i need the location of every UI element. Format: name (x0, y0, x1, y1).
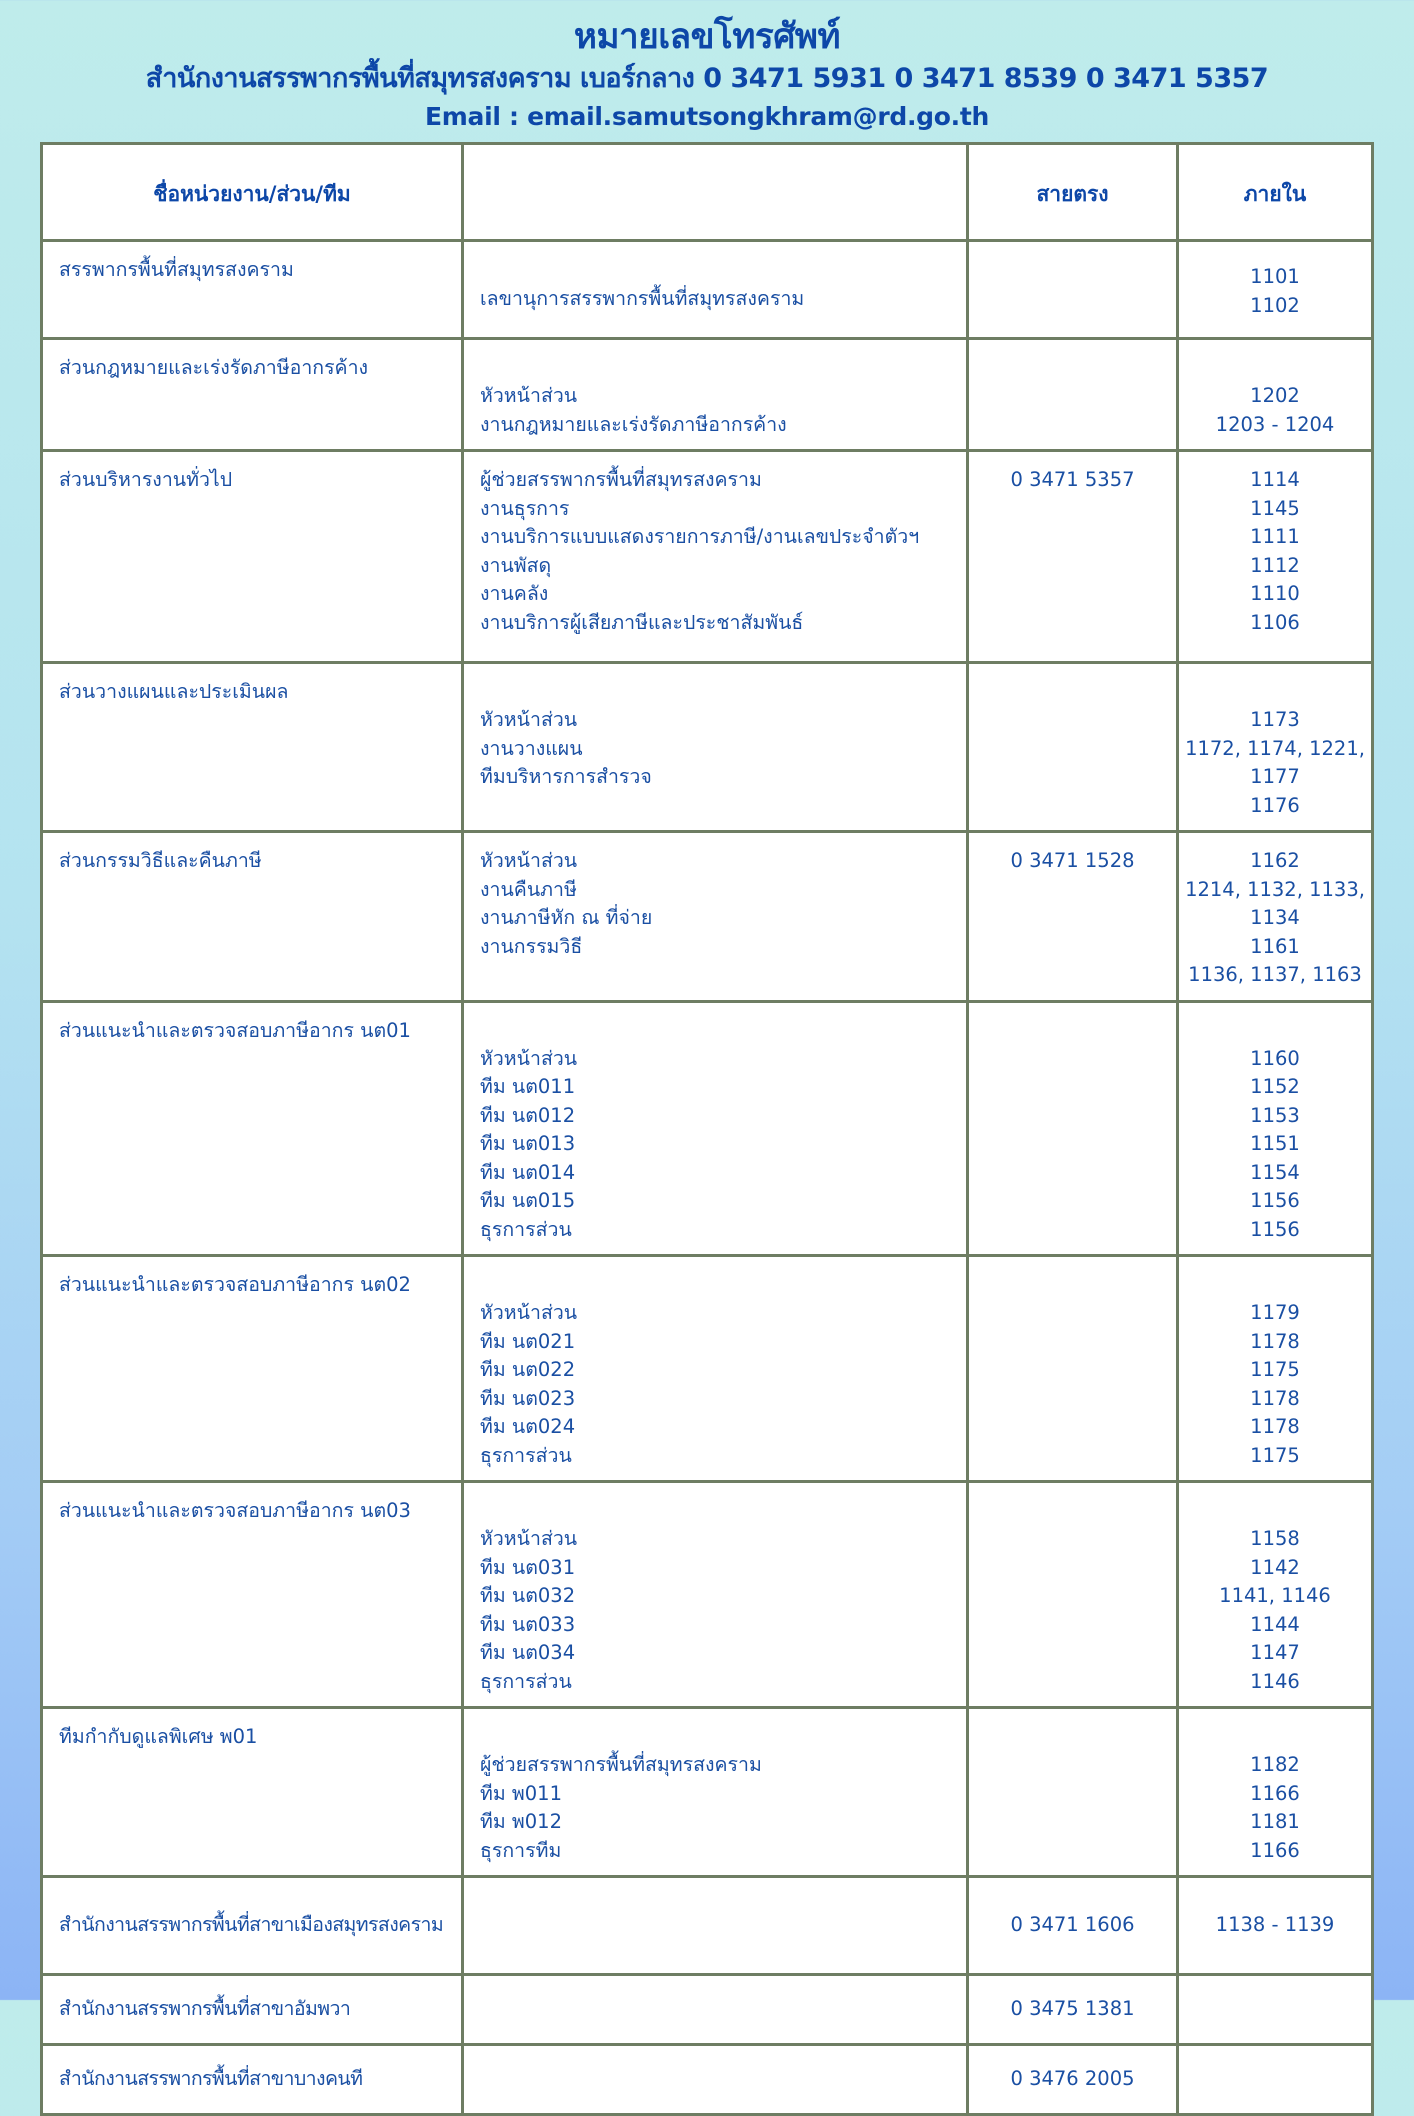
direct-line-cell (968, 339, 1178, 451)
section-item: ทีม นต022 (480, 1358, 576, 1381)
table-row (42, 663, 1373, 832)
unit-name-cell (42, 339, 463, 451)
direct-line-cell (968, 2045, 1178, 2115)
unit-name: ทีมกำกับดูแลพิเศษ พ01 (59, 1725, 258, 1748)
section-item: ธุรการส่วน (480, 1443, 572, 1467)
direct-line-cell (968, 241, 1178, 339)
extension-number: 1214, 1132, 1133, 1134 (1185, 877, 1365, 929)
column-header-section (463, 144, 968, 241)
section-item: ทีม นต011 (480, 1075, 576, 1098)
page-title: หมายเลขโทรศัพท์ (573, 17, 841, 57)
section-list-cell (463, 663, 968, 832)
unit-name-cell (42, 1975, 463, 2045)
internal-extension-cell (1178, 663, 1373, 832)
office-phone-line: สำนักงานสรรพากรพื้นที่สมุทรสงคราม เบอร์กลาง 0 3471 5931 0 3471 8539 0 3471 5357 (145, 63, 1269, 94)
section-item: ทีม นต032 (480, 1584, 576, 1607)
unit-name-cell (42, 1708, 463, 1877)
extension-number: 1106 (1250, 610, 1300, 634)
extension-number: 1179 (1250, 1301, 1300, 1324)
section-item: ทีม นต015 (480, 1189, 576, 1212)
extension-number: 1102 (1250, 293, 1300, 317)
direct-line-cell (968, 1975, 1178, 2045)
extension-number: 1141, 1146 (1219, 1584, 1331, 1607)
internal-extension-cell (1178, 832, 1373, 1002)
unit-name-cell (42, 1482, 463, 1708)
section-item: งานคืนภาษี (480, 877, 577, 901)
direct-number: 0 3475 1381 (1010, 1997, 1135, 2021)
office-email: Email : email.samutsongkhram@rd.go.th (425, 102, 989, 131)
extension-number: 1146 (1250, 1669, 1300, 1693)
extension-number: 1182 (1250, 1753, 1300, 1776)
section-list-cell (463, 2045, 968, 2115)
extension-number: 1156 (1250, 1189, 1300, 1212)
extension-number: 1114 (1250, 468, 1300, 491)
direct-line-cell (968, 451, 1178, 663)
section-item: ทีมบริหารการสำรวจ (480, 765, 652, 788)
extension-number: 1162 (1250, 849, 1300, 872)
section-item: ผู้ช่วยสรรพากรพื้นที่สมุทรสงคราม (480, 468, 762, 491)
unit-name-cell (42, 832, 463, 1002)
extension-number: 1156 (1250, 1217, 1300, 1241)
section-item: ทีม นต024 (480, 1415, 576, 1438)
section-item: งานบริการผู้เสียภาษีและประชาสัมพันธ์ (480, 610, 804, 634)
extension-number: 1101 (1250, 265, 1300, 288)
extension-number: 1161 (1250, 934, 1300, 958)
direct-line-cell (968, 663, 1178, 832)
table-row (42, 1877, 1373, 1975)
internal-extension-cell (1178, 1708, 1373, 1877)
unit-name-cell (42, 2045, 463, 2115)
unit-name: สรรพากรพื้นที่สมุทรสงคราม (59, 258, 294, 281)
section-item: ทีม นต021 (480, 1329, 576, 1353)
extension-number: 1153 (1250, 1103, 1300, 1127)
section-item: ธุรการส่วน (480, 1217, 572, 1241)
direct-line-cell (968, 1708, 1178, 1877)
section-item: งานกฎหมายและเร่งรัดภาษีอากรค้าง (480, 412, 787, 436)
internal-extension-cell (1178, 1482, 1373, 1708)
table-row (42, 451, 1373, 663)
internal-extension-cell (1178, 1256, 1373, 1482)
direct-line-cell (968, 832, 1178, 1002)
unit-name: ส่วนกรรมวิธีและคืนภาษี (59, 849, 262, 872)
internal-extension-cell (1178, 1877, 1373, 1975)
section-item: หัวหน้าส่วน (480, 384, 578, 407)
section-list-cell (463, 832, 968, 1002)
section-item: หัวหน้าส่วน (480, 1046, 578, 1070)
extension-number: 1160 (1250, 1046, 1300, 1070)
unit-name: ส่วนแนะนำและตรวจสอบภาษีอากร นต01 (59, 1018, 411, 1042)
extension-number: 1166 (1250, 1838, 1300, 1862)
section-item: ทีม พ012 (480, 1810, 562, 1833)
table-row (42, 1708, 1373, 1877)
table-row (42, 832, 1373, 1002)
unit-name: สำนักงานสรรพากรพื้นที่สาขาอัมพวา (59, 1997, 351, 2021)
column-header-unit: ชื่อหน่วยงาน/ส่วน/ทีม (42, 144, 463, 241)
extension-number: 1151 (1250, 1132, 1300, 1155)
table-row (42, 1001, 1373, 1256)
table-row (42, 1482, 1373, 1708)
extension-number: 1144 (1250, 1612, 1300, 1636)
extension-number: 1176 (1250, 793, 1300, 817)
internal-extension-cell (1178, 451, 1373, 663)
extension-number: 1147 (1250, 1641, 1300, 1664)
extension-number: 1166 (1250, 1781, 1300, 1805)
column-header-internal: ภายใน (1178, 144, 1373, 241)
table-row (42, 1256, 1373, 1482)
extension-number: 1145 (1250, 496, 1300, 520)
direct-number: 0 3471 5357 (1010, 468, 1135, 491)
extension-number: 1142 (1250, 1555, 1300, 1579)
unit-name-cell (42, 663, 463, 832)
extension-number: 1138 - 1139 (1215, 1913, 1335, 1937)
internal-extension-cell (1178, 1975, 1373, 2045)
internal-extension-cell (1178, 1001, 1373, 1256)
column-header-direct: สายตรง (968, 144, 1178, 241)
direct-number: 0 3476 2005 (1010, 2067, 1135, 2091)
extension-number: 1111 (1250, 525, 1300, 548)
section-item: ธุรการทีม (480, 1838, 562, 1862)
extension-number: 1112 (1250, 553, 1300, 577)
extension-number: 1178 (1250, 1329, 1300, 1353)
internal-extension-cell (1178, 2045, 1373, 2115)
section-item: งานบริการแบบแสดงรายการภาษี/งานเลขประจำตัวฯ (480, 525, 920, 548)
unit-name: ส่วนกฎหมายและเร่งรัดภาษีอากรค้าง (59, 356, 369, 379)
section-list-cell (463, 1001, 968, 1256)
internal-extension-cell (1178, 339, 1373, 451)
extension-number: 1178 (1250, 1386, 1300, 1410)
extension-number: 1158 (1250, 1527, 1300, 1550)
extension-number: 1175 (1250, 1443, 1300, 1467)
section-item: งานธุรการ (480, 496, 570, 520)
section-item: ธุรการส่วน (480, 1669, 572, 1693)
direct-line-cell (968, 1877, 1178, 1975)
section-list-cell (463, 451, 968, 663)
section-item: งานพัสดุ (480, 553, 552, 577)
extension-number: 1110 (1250, 582, 1300, 605)
section-item: งานวางแผน (480, 736, 583, 760)
extension-number: 1172, 1174, 1221, 1177 (1185, 736, 1365, 788)
section-item: หัวหน้าส่วน (480, 708, 578, 731)
section-item: ทีม นต023 (480, 1386, 576, 1410)
section-list-cell (463, 1975, 968, 2045)
unit-name-cell (42, 451, 463, 663)
table-header-row (42, 144, 1373, 241)
extension-number: 1203 - 1204 (1215, 412, 1335, 436)
extension-number: 1178 (1250, 1415, 1300, 1438)
direct-line-cell (968, 1256, 1178, 1482)
direct-number: 0 3471 1528 (1010, 849, 1135, 872)
extension-number: 1136, 1137, 1163 (1188, 963, 1362, 986)
unit-name: สำนักงานสรรพากรพื้นที่สาขาบางคนที (59, 2067, 363, 2091)
section-item: หัวหน้าส่วน (480, 1527, 578, 1550)
direct-line-cell (968, 1001, 1178, 1256)
section-list-cell (463, 241, 968, 339)
section-item: ทีม นต033 (480, 1612, 576, 1636)
section-item: ทีม นต013 (480, 1132, 576, 1155)
section-item: งานกรรมวิธี (480, 934, 583, 958)
direct-line-cell (968, 1482, 1178, 1708)
unit-name: สำนักงานสรรพากรพื้นที่สาขาเมืองสมุทรสงคราม (59, 1913, 444, 1937)
section-list-cell (463, 1708, 968, 1877)
section-list-cell (463, 1482, 968, 1708)
section-item: ทีม นต014 (480, 1160, 576, 1184)
unit-name-cell (42, 1877, 463, 1975)
section-list-cell (463, 339, 968, 451)
unit-name-cell (42, 1001, 463, 1256)
section-list-cell (463, 1256, 968, 1482)
extension-number: 1175 (1250, 1358, 1300, 1381)
section-item: ทีม นต034 (480, 1641, 576, 1664)
extension-number: 1154 (1250, 1160, 1300, 1184)
section-item: หัวหน้าส่วน (480, 849, 578, 872)
unit-name: ส่วนแนะนำและตรวจสอบภาษีอากร นต03 (59, 1499, 411, 1522)
phone-directory-table (40, 142, 1374, 2116)
unit-name: ส่วนแนะนำและตรวจสอบภาษีอากร นต02 (59, 1273, 411, 1296)
section-item: ผู้ช่วยสรรพากรพื้นที่สมุทรสงคราม (480, 1753, 762, 1776)
section-item: เลขานุการสรรพากรพื้นที่สมุทรสงคราม (480, 286, 805, 310)
section-item: ทีม พ011 (480, 1781, 562, 1805)
section-item: งานภาษีหัก ณ ที่จ่าย (480, 906, 653, 929)
internal-extension-cell (1178, 241, 1373, 339)
table-row (42, 2045, 1373, 2115)
page-header (0, 0, 1414, 136)
direct-number: 0 3471 1606 (1010, 1913, 1135, 1937)
section-item (480, 256, 950, 285)
section-item: ทีม นต012 (480, 1103, 576, 1127)
extension-number: 1173 (1250, 708, 1300, 731)
table-row (42, 339, 1373, 451)
unit-name: ส่วนบริหารงานทั่วไป (59, 468, 233, 491)
unit-name: ส่วนวางแผนและประเมินผล (59, 680, 289, 703)
section-item: งานคลัง (480, 582, 549, 605)
table-row (42, 241, 1373, 339)
table-body (42, 241, 1373, 2115)
section-item: หัวหน้าส่วน (480, 1301, 578, 1324)
section-item: ทีม นต031 (480, 1555, 576, 1579)
extension-number: 1202 (1250, 384, 1300, 407)
table-row (42, 1975, 1373, 2045)
section-list-cell (463, 1877, 968, 1975)
unit-name-cell (42, 241, 463, 339)
unit-name-cell (42, 1256, 463, 1482)
extension-number: 1152 (1250, 1075, 1300, 1098)
extension-number: 1181 (1250, 1810, 1300, 1833)
